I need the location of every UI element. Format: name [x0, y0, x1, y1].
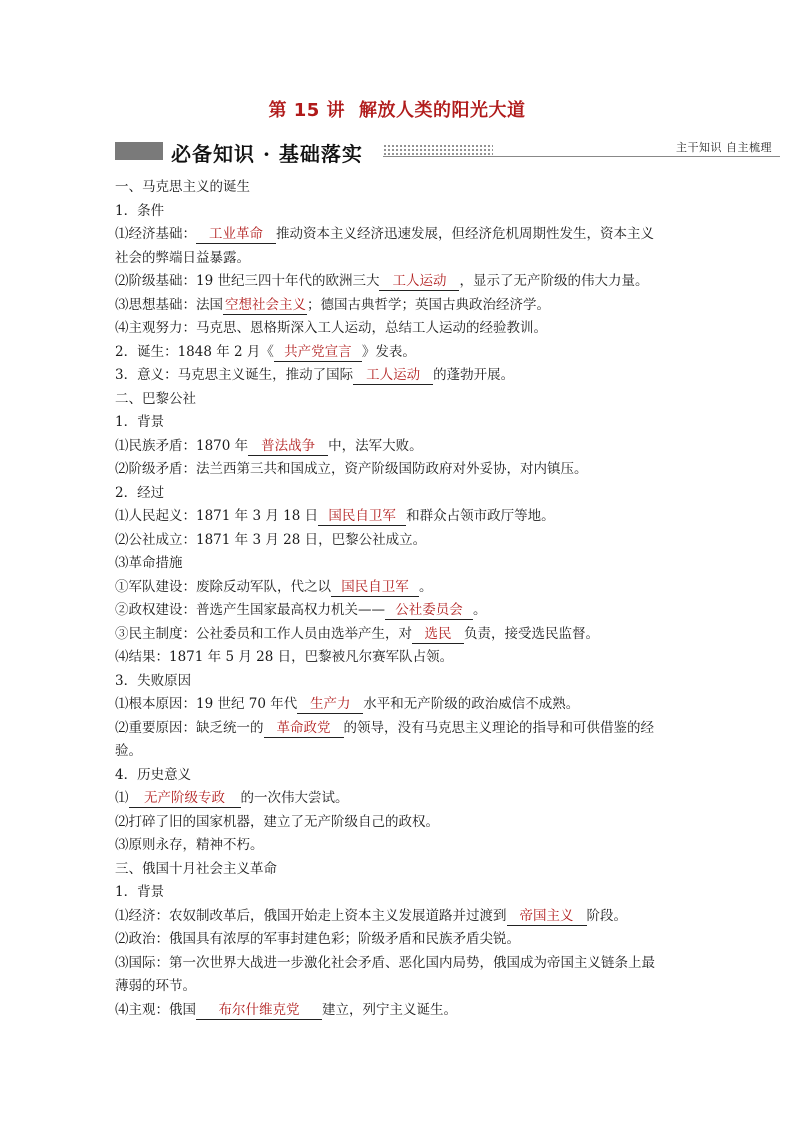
- text-line: ⑶革命措施: [115, 555, 183, 571]
- text-line: ⑷主观努力：马克思、恩格斯深入工人运动，总结工人运动的经验教训。: [115, 320, 547, 336]
- answer-blank: 工业革命: [196, 226, 276, 244]
- text-line: ⑵打碎了旧的国家机器，建立了无产阶级自己的政权。: [115, 813, 439, 830]
- text-line: ①军队建设：废除反动军队，代之以 国民自卫军 。: [115, 578, 433, 595]
- text-line: ⑶原则永存，精神不朽。: [115, 837, 264, 853]
- subheading: 2．经过: [115, 484, 165, 501]
- lecture-topic: 解放人类的阳光大道: [359, 100, 526, 121]
- subheading: 1．背景: [115, 414, 165, 430]
- answer-blank: 普法战争: [248, 438, 328, 456]
- text-line: ⑷结果：1871 年 5 月 28 日，巴黎被凡尔赛军队占领。: [115, 649, 454, 665]
- text-line: ⑵阶级基础：19 世纪三四十年代的欧洲三大 工人运动 ，显示了无产阶级的伟大力量。: [115, 273, 649, 289]
- section-heading: 三、俄国十月社会主义革命: [115, 860, 277, 877]
- text-line: ⑶国际：第一次世界大战进一步激化社会矛盾、恶化国内局势，俄国成为帝国主义链条上最: [115, 954, 655, 971]
- banner-right-label: 主干知识 自主梳理: [676, 141, 772, 154]
- text-line: ⑶思想基础：法国 空想社会主义；德国古典哲学；英国古典政治经济学。: [115, 296, 550, 313]
- text-line: 薄弱的环节。: [115, 978, 196, 994]
- answer-blank: 工人运动: [353, 367, 433, 385]
- text-line: ⑷主观：俄国 布尔什维克党 建立，列宁主义诞生。: [115, 1001, 457, 1018]
- answer-blank: 国民自卫军: [331, 579, 419, 597]
- answer-blank: 革命政党: [264, 720, 344, 738]
- text-line: 社会的弊端日益暴露。: [115, 249, 250, 266]
- text-line: ⑴根本原因：19 世纪 70 年代 生产力 水平和无产阶级的政治威信不成熟。: [115, 696, 580, 712]
- page-title: [0, 96, 794, 122]
- section-heading: 一、马克思主义的诞生: [115, 179, 250, 195]
- text-line: ⑴民族矛盾：1870 年 普法战争 中，法军大败。: [115, 437, 423, 454]
- subheading: 3．失败原因: [115, 672, 192, 689]
- text-line: ⑵阶级矛盾：法兰西第三共和国成立，资产阶级国防政府对外妥协，对内镇压。: [115, 461, 588, 477]
- text-line: ⑴经济：农奴制改革后，俄国开始走上资本主义发展道路并过渡到 帝国主义 阶段。: [115, 907, 627, 924]
- text-line: ②政权建设：普选产生国家最高权力机关—— 公社委员会 。: [115, 602, 487, 618]
- answer-blank: 共产党宣言: [274, 344, 362, 362]
- answer-blank: 布尔什维克党: [196, 1002, 322, 1020]
- document-body: [115, 176, 680, 1022]
- section-banner: [115, 137, 780, 165]
- text-line: ⑵政治：俄国具有浓厚的军事封建色彩；阶级矛盾和民族矛盾尖锐。: [115, 931, 520, 947]
- answer-blank: 公社委员会: [385, 602, 473, 620]
- text-line: 3．意义：马克思主义诞生，推动了国际 工人运动 的蓬勃开展。: [115, 367, 515, 383]
- text-line: ⑴经济基础： 工业革命 推动资本主义经济迅速发展，但经济危机周期性发生，资本主义: [115, 226, 654, 242]
- answer-blank: 空想社会主义: [225, 296, 306, 313]
- text-line: ⑴ 无产阶级专政 的一次伟大尝试。: [115, 790, 349, 806]
- banner-bar: [115, 142, 163, 160]
- answer-blank: 生产力: [297, 696, 363, 714]
- answer-blank: 工人运动: [379, 273, 459, 291]
- lecture-number: 第 15 讲: [268, 100, 346, 121]
- text-line: 验。: [115, 743, 142, 759]
- text-line: ③民主制度：公社委员和工作人员由选举产生，对 选民 负责，接受选民监督。: [115, 625, 599, 642]
- section-heading: 二、巴黎公社: [115, 390, 196, 407]
- banner-dots: [383, 144, 493, 156]
- subheading: 1．条件: [115, 202, 165, 219]
- answer-blank: 选民: [412, 626, 464, 644]
- text-line: 2．诞生：1848 年 2 月《 共产党宣言 》发表。: [115, 343, 416, 360]
- subheading: 1．背景: [115, 884, 165, 900]
- subheading: 4．历史意义: [115, 766, 192, 783]
- answer-blank: 无产阶级专政: [129, 790, 241, 808]
- text-line: ⑵公社成立：1871 年 3 月 28 日，巴黎公社成立。: [115, 531, 427, 548]
- text-line: ⑵重要原因：缺乏统一的 革命政党 的领导，没有马克思主义理论的指导和可供借鉴的经: [115, 719, 654, 736]
- banner-rule: [383, 156, 780, 157]
- banner-heading: 必备知识 · 基础落实: [171, 142, 363, 166]
- answer-blank: 国民自卫军: [318, 508, 406, 526]
- answer-blank: 帝国主义: [507, 908, 587, 926]
- text-line: ⑴人民起义：1871 年 3 月 18 日 国民自卫军 和群众占领市政厅等地。: [115, 508, 555, 524]
